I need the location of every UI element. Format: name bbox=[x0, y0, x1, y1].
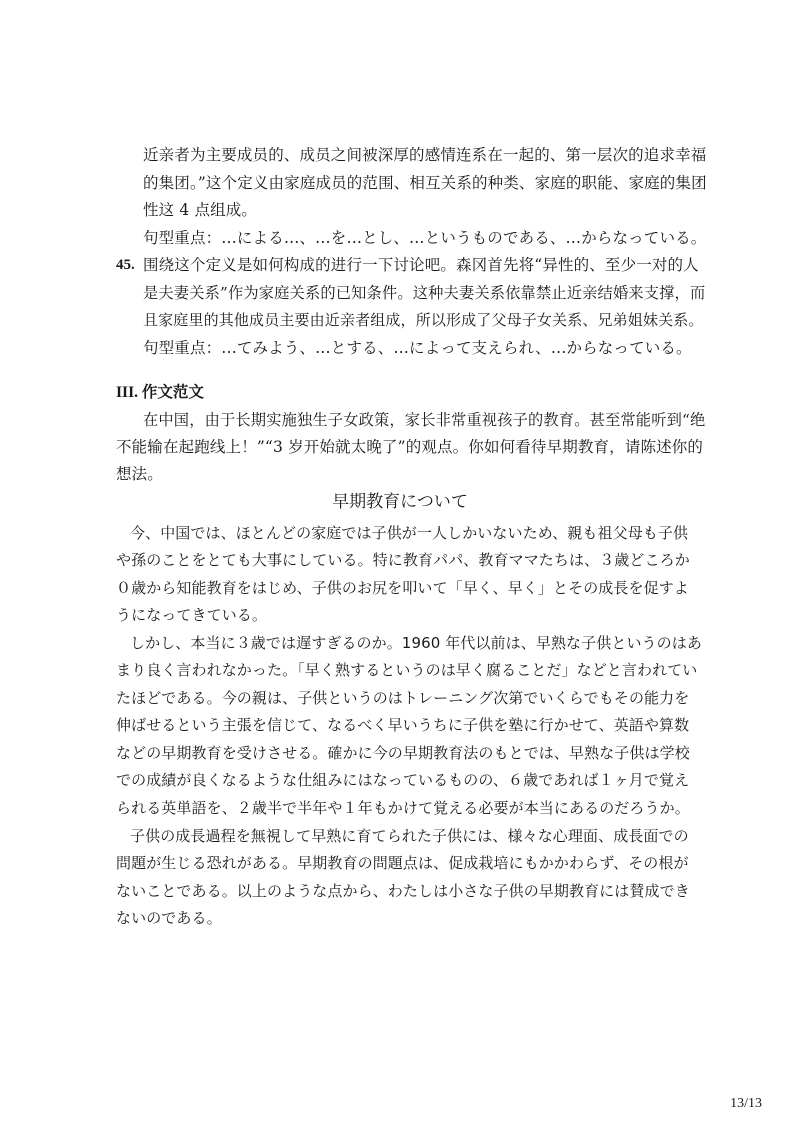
page-number: 13/13 bbox=[730, 1096, 762, 1111]
prompt-line: 在中国，由于长期实施独生子女政策，家长非常重视孩子的教育。甚至常能听到“绝 bbox=[143, 411, 706, 429]
paragraph-line: 性这 4 点组成。 bbox=[143, 201, 258, 219]
essay-line: まり良く言われなかった。「早く熟するというのは早く腐ることだ」などと言われてい bbox=[116, 661, 698, 679]
essay-line: 今、中国では、ほとんどの家庭では子供が一人しかいないため、親も祖父母も子供 bbox=[130, 524, 689, 542]
essay-line: ないことである。以上のような点から、わたしは小さな子供の早期教育には賛成でき bbox=[116, 882, 690, 900]
paragraph-line: 是夫妻关系”作为家庭关系的已知条件。这种夫妻关系依靠禁止近亲结婚来支撑，而 bbox=[143, 284, 706, 302]
item-number: 45. bbox=[116, 257, 135, 273]
grammar-pattern-line: 句型重点：…てみよう、…とする、…によって支えられ、…からなっている。 bbox=[143, 339, 692, 357]
essay-line: 問題が生じる恐れがある。早期教育の問題点は、促成栽培にもかかわらず、その根が bbox=[116, 854, 689, 872]
essay-line: 伸ばせるという主張を信じて、なるべく早いうちに子供を塾に行かせて、英語や算数 bbox=[116, 716, 690, 734]
paragraph-line: 近亲者为主要成员的、成员之间被深厚的感情连系在一起的、第一层次的追求幸福 bbox=[143, 146, 707, 164]
essay-line: うになってきている。 bbox=[116, 606, 268, 624]
prompt-line: 不能输在起跑线上！”“3 岁开始就太晚了”的观点。你如何看待早期教育，请陈述你的 bbox=[116, 438, 704, 456]
essay-line: や孫のことをとても大事にしている。特に教育パパ、教育ママたちは、３歳どころか bbox=[116, 551, 690, 569]
essay-line: ないのである。 bbox=[116, 909, 222, 927]
grammar-pattern-line: 句型重点：…による…、…を…とし、…というものである、…からなっている。 bbox=[143, 229, 707, 247]
essay-line: しかし、本当に３歳では遅すぎるのか。1960 年代以前は、早熟な子供というのはあ bbox=[130, 634, 702, 652]
essay-title: 早期教育について bbox=[332, 492, 468, 512]
paragraph-line: 围绕这个定义是如何构成的进行一下讨论吧。森冈首先将“异性的、至少一对的人 bbox=[143, 256, 699, 274]
prompt-line: 想法。 bbox=[116, 465, 163, 483]
section-heading: III. 作文范文 bbox=[116, 384, 204, 401]
paragraph-line: 且家庭里的其他成员主要由近亲者组成，所以形成了父母子女关系、兄弟姐妹关系。 bbox=[143, 311, 704, 329]
essay-line: 子供の成長過程を無視して早熟に育てられた子供には、様々な心理面、成長面での bbox=[130, 827, 689, 845]
essay-line: での成績が良くなるような仕組みにはなっているものの、６歳であれば１ヶ月で覚え bbox=[116, 771, 690, 789]
essay-line: られる英単語を、２歳半で半年や１年もかけて覚える必要が本当にあるのだろうか。 bbox=[116, 799, 690, 817]
paragraph-line: 的集团。”这个定义由家庭成员的范围、相互关系的种类、家庭的职能、家庭的集团 bbox=[143, 174, 707, 192]
essay-line: などの早期教育を受けさせる。確かに今の早期教育法のもとでは、早熟な子供は学校 bbox=[116, 744, 690, 762]
essay-line: たほどである。今の親は、子供というのはトレーニング次第でいくらでもその能力を bbox=[116, 689, 690, 707]
essay-line: ０歳から知能教育をはじめ、子供のお尻を叩いて「早く、早く」とその成長を促すよ bbox=[116, 579, 689, 597]
